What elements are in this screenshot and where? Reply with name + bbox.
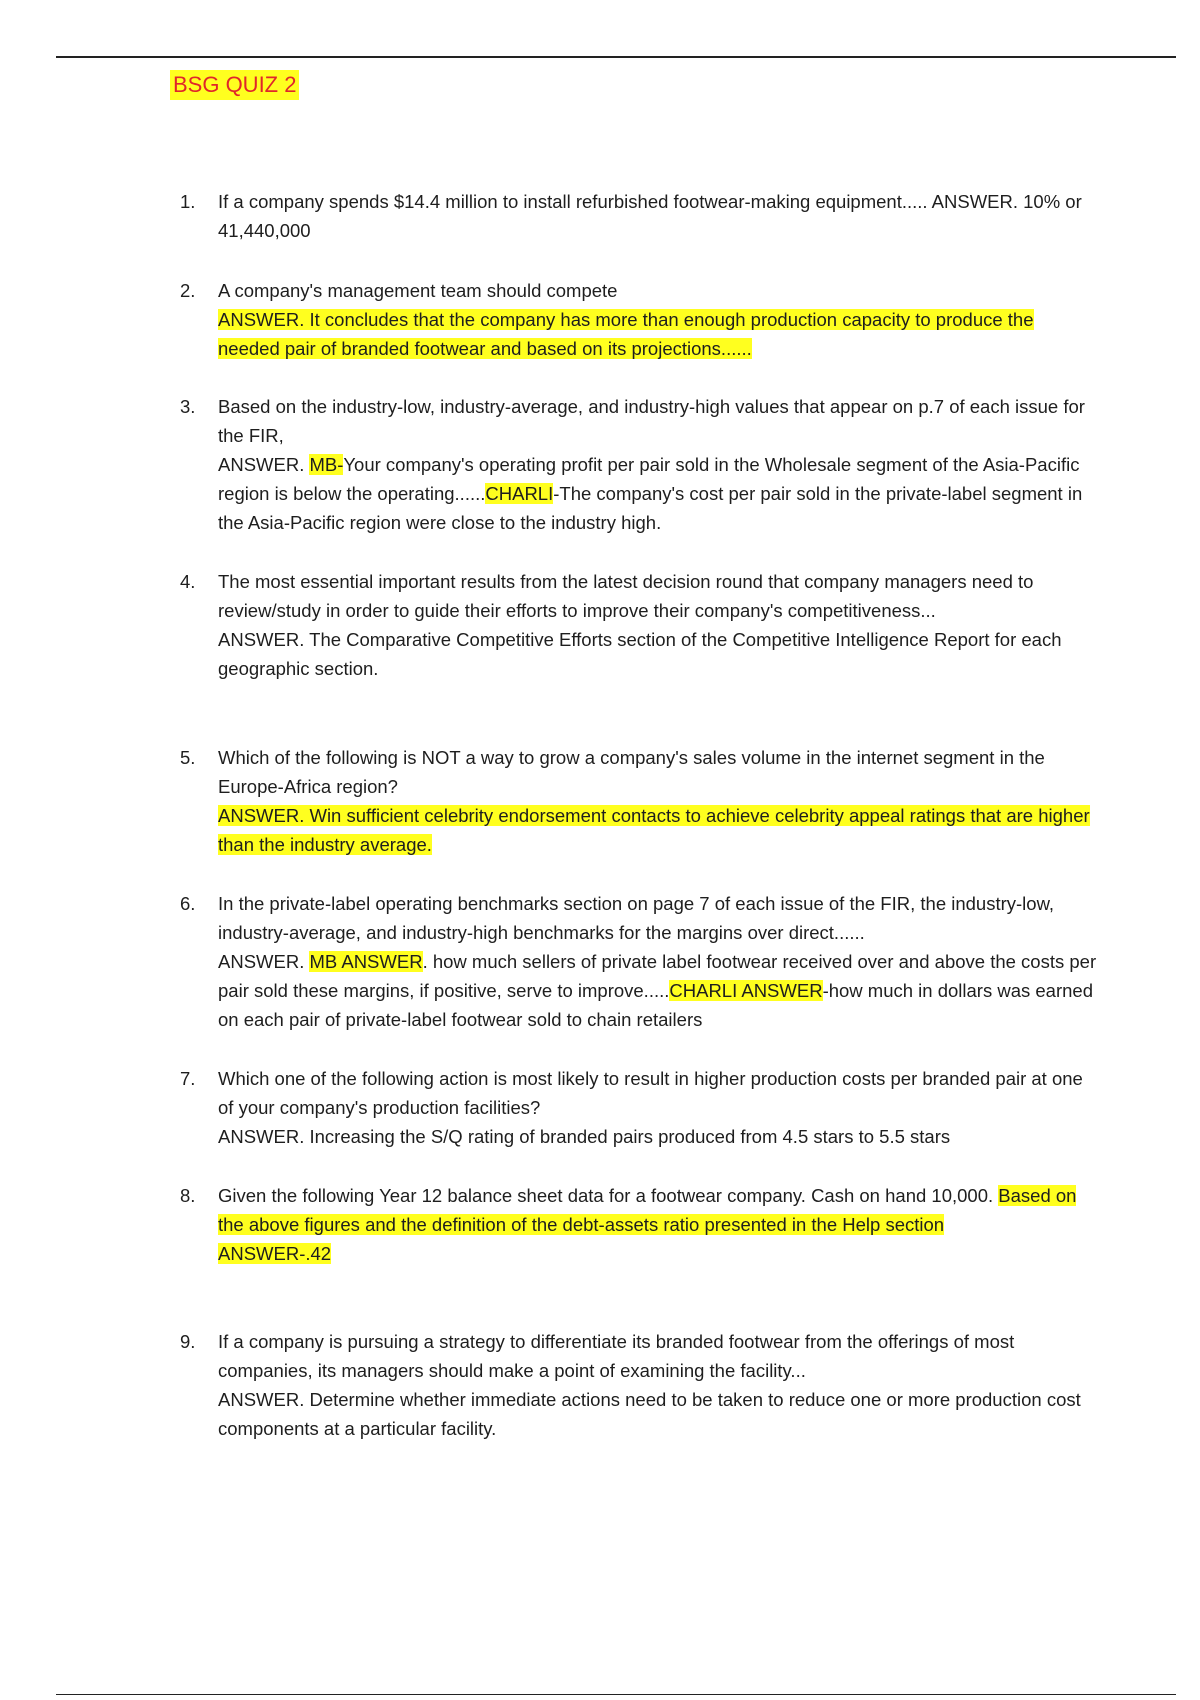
question-9 — [180, 1327, 1100, 1443]
charli-label: CHARLI ANSWER — [669, 980, 823, 1001]
question-text: Based on the industry-low, industry-average, and industry-high values that appear on p.7 of each issue for the FIR, — [218, 396, 1085, 446]
mb-answer-text: Your company's operating profit per pair sold in the Wholesale segment of the Asia-Pacific region is below the operating...... — [218, 454, 1080, 504]
question-text: Which of the following is NOT a way to grow a company's sales volume in the internet segment in the Europe-Africa region? — [218, 747, 1045, 797]
question-7 — [180, 1064, 1100, 1151]
question-3 — [180, 392, 1100, 537]
question-text: Which one of the following action is most likely to result in higher production costs per branded pair at one of your company's production facilities? — [218, 1068, 1083, 1118]
answer-prefix: ANSWER. — [218, 951, 305, 972]
question-number: 9. — [180, 1331, 196, 1352]
document-title: BSG QUIZ 2 — [170, 70, 299, 100]
charli-answer-text: -The company's cost per pair sold in the private-label segment in the Asia-Pacific region were close to the industry high. — [218, 483, 1083, 533]
question-number: 4. — [180, 571, 196, 592]
question-6 — [180, 889, 1100, 1034]
question-text: Given the following Year 12 balance sheet data for a footwear company. Cash on hand 10,000. — [218, 1185, 994, 1206]
mb-answer-text: . how much sellers of private label footwear received over and above the costs per pair sold these margins, if positive, serve to improve..... — [218, 951, 1097, 1001]
question-text: A company's management team should compete — [218, 280, 618, 301]
question-4 — [180, 567, 1100, 683]
answer-text: ANSWER. The Comparative Competitive Efforts section of the Competitive Intelligence Report for each geographic section. — [218, 629, 1062, 679]
question-number: 8. — [180, 1185, 196, 1206]
answer-text: ANSWER. Determine whether immediate actions need to be taken to reduce one or more production cost components at a particular facility. — [218, 1389, 1081, 1439]
question-number: 5. — [180, 747, 196, 768]
question-text: The most essential important results from the latest decision round that company managers need to review/study in order to guide their efforts to improve their company's competitiveness... — [218, 571, 1034, 621]
question-number: 6. — [180, 893, 196, 914]
question-text: In the private-label operating benchmarks section on page 7 of each issue of the FIR, the industry-low, industry-average, and industry-high benchmarks for the margins over direct...... — [218, 893, 1055, 943]
answer-text: ANSWER. Increasing the S/Q rating of branded pairs produced from 4.5 stars to 5.5 stars — [218, 1126, 951, 1147]
highlighted-text: Based on the above figures and the definition of the debt-assets ratio presented in the Help section — [218, 1185, 1077, 1235]
question-number: 2. — [180, 280, 196, 301]
question-8 — [180, 1181, 1100, 1268]
mb-label: MB ANSWER — [309, 951, 423, 972]
question-2 — [180, 276, 1100, 363]
charli-answer-text: -how much in dollars was earned on each pair of private-label footwear sold to chain retailers — [218, 980, 1093, 1030]
question-text: If a company is pursuing a strategy to differentiate its branded footwear from the offerings of most companies, its managers should make a point of examining the facility... — [218, 1331, 1015, 1381]
charli-label: CHARLI — [485, 483, 554, 504]
answer-text: ANSWER. It concludes that the company has more than enough production capacity to produce the needed pair of branded footwear and based on its projections...... — [218, 309, 1034, 359]
question-5 — [180, 743, 1100, 859]
mb-label: MB- — [309, 454, 344, 475]
answer-prefix: ANSWER. — [218, 454, 305, 475]
answer-text: ANSWER-.42 — [218, 1243, 332, 1264]
question-number: 3. — [180, 396, 196, 417]
question-number: 7. — [180, 1068, 196, 1089]
question-number: 1. — [180, 191, 196, 212]
question-1 — [180, 187, 1100, 245]
top-rule — [56, 56, 1176, 58]
bottom-rule — [56, 1694, 1176, 1695]
answer-text: ANSWER. Win sufficient celebrity endorsement contacts to achieve celebrity appeal ratings that are higher than the industry average. — [218, 805, 1090, 855]
question-text: If a company spends $14.4 million to install refurbished footwear-making equipment..... ANSWER. 10% or 41,440,000 — [218, 191, 1082, 241]
